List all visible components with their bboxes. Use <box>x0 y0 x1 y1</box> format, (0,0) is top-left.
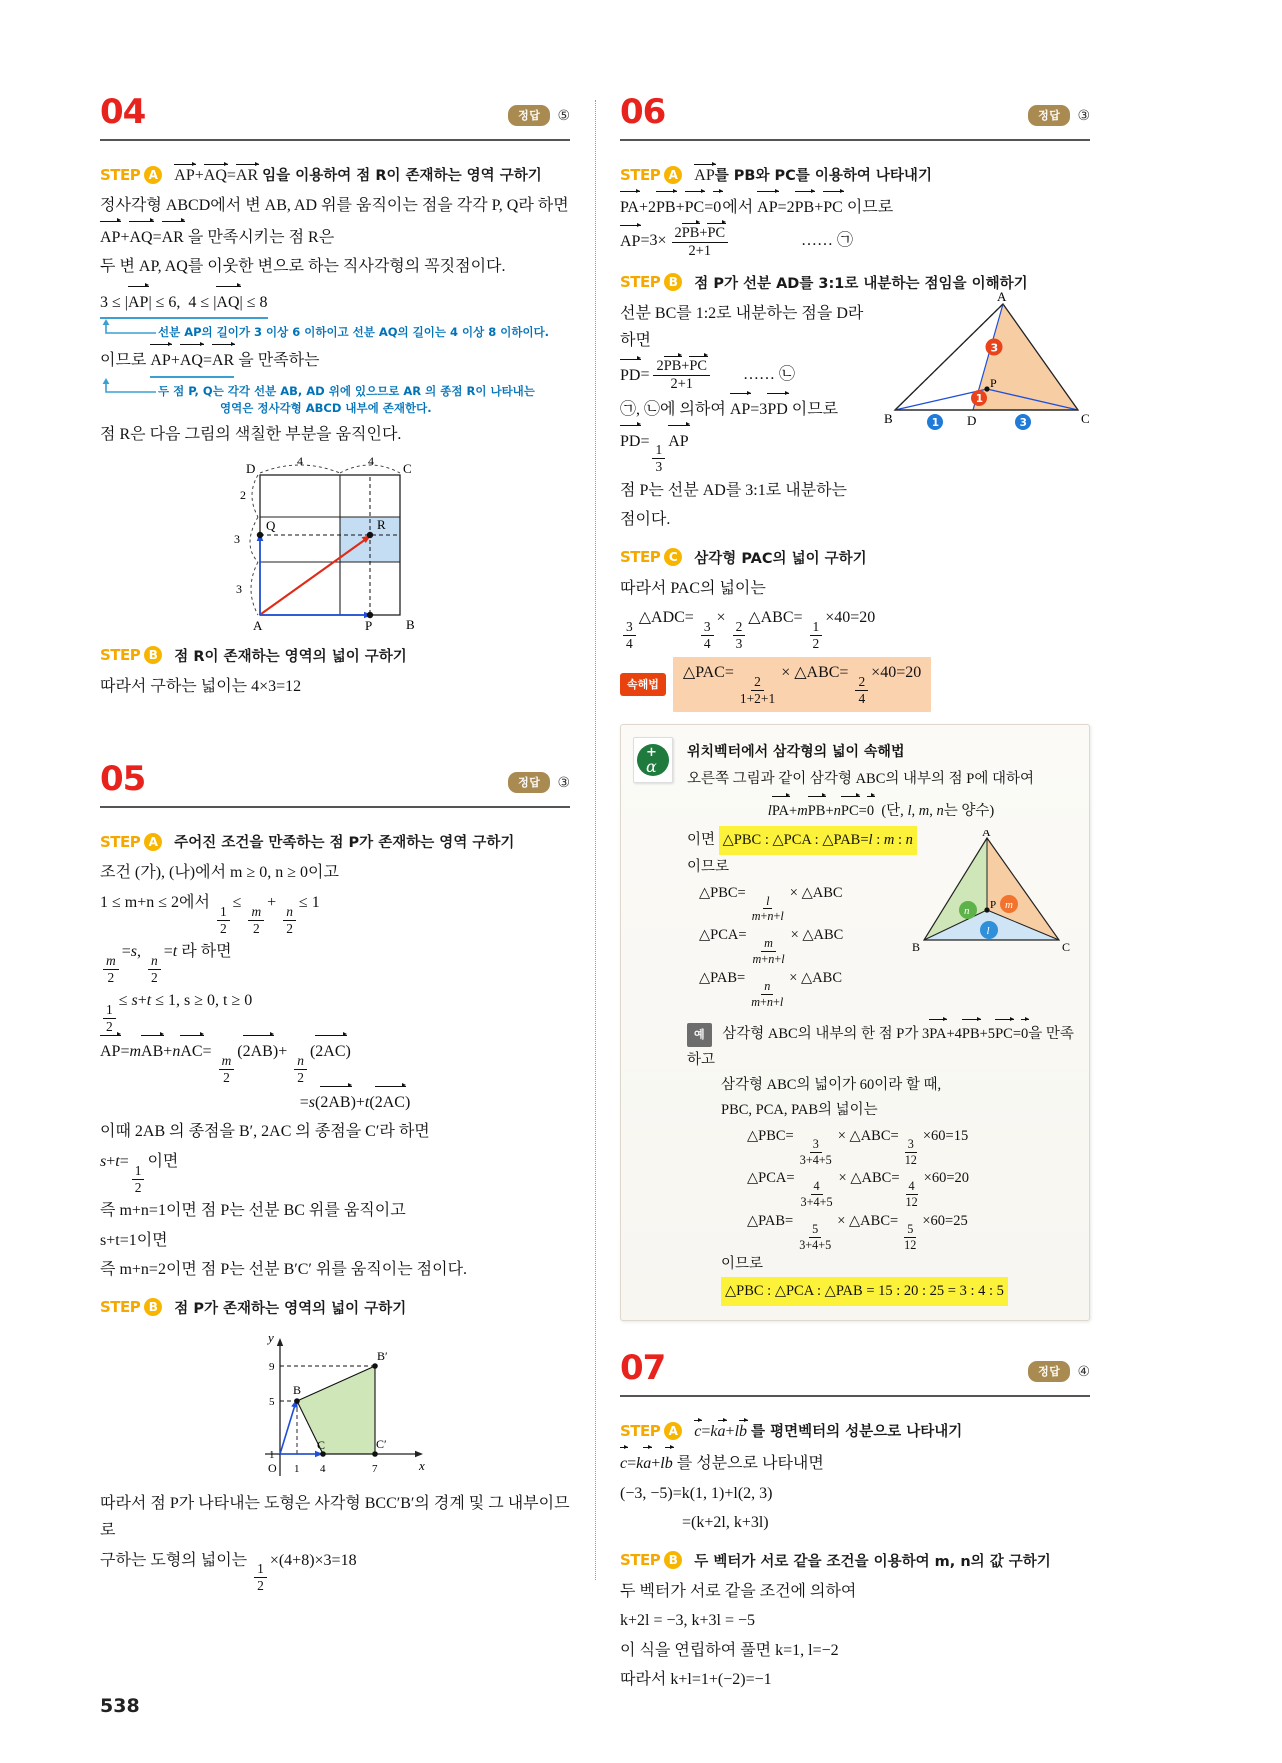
problem-number: 06 <box>620 92 666 132</box>
p05-line-6: s+t= $\frac{1}{2}$ 이면 <box>100 1152 179 1195</box>
svg-text:P: P <box>990 898 997 911</box>
step-title: AP+AQ=AR 임을 이용하여 점 R이 존재하는 영역 구하기 <box>174 167 542 184</box>
step-a-title-text: 임을 이용하여 점 R이 존재하는 영역 구하기 <box>262 168 542 184</box>
svg-text:y: y <box>268 1329 274 1345</box>
answer-group <box>508 772 570 793</box>
step-a <box>100 164 570 185</box>
problem-06-triangle-figure <box>883 292 1098 447</box>
svg-text:B: B <box>884 410 893 426</box>
svg-text:3: 3 <box>234 531 240 546</box>
answer-value: ④ <box>1077 1363 1090 1380</box>
header-rule <box>100 806 570 808</box>
svg-text:x: x <box>419 1457 425 1473</box>
p06-line-eq4: $\frac{3}{4}$ △ADC= $\frac{3}{4}$ × $\frac{2}{3}$ △ABC= $\frac{1}{2}$ ×40=20 <box>620 604 1090 651</box>
step-badge-a: A <box>144 166 162 184</box>
step-badge-b: B <box>664 1551 682 1569</box>
svg-text:3: 3 <box>236 581 242 596</box>
step-badge-a: A <box>664 1422 682 1440</box>
p05-line-2: 1 ≤ m+n ≤ 2에서 $\frac{1}{2}$ ≤ $\frac{m}{2}$ + $\frac{n}{2}$ ≤ 1 <box>100 893 320 936</box>
svg-text:C′: C′ <box>376 1436 387 1451</box>
p05-line-10: 따라서 점 P가 나타내는 도형은 사각형 BCC′B′의 경계 및 그 내부이므로 <box>100 1494 570 1540</box>
answer-label: 정답 <box>508 772 550 793</box>
plus-alpha-card <box>620 724 1090 1321</box>
problem-07-header <box>620 1348 1090 1407</box>
svg-text:4: 4 <box>297 456 303 468</box>
p06-line-3: ㉠, ㉡에 의하여 AP=3PD 이므로 <box>620 394 875 424</box>
step-a <box>620 1420 1090 1441</box>
p04-annotation-1-row <box>100 319 570 341</box>
problem-04 <box>100 92 570 700</box>
header-rule <box>620 139 1090 141</box>
svg-text:9: 9 <box>269 1360 275 1373</box>
p05-line-ap2: =s(2AB)+t(2AC) <box>140 1087 570 1117</box>
problem-number: 04 <box>100 92 146 132</box>
plus-alpha-badge-icon: + α <box>633 737 673 783</box>
step-badge-c: C <box>664 548 682 566</box>
card-line-3-head: 이면 <box>687 831 716 848</box>
svg-text:O: O <box>268 1460 277 1475</box>
step-word: STEP <box>620 1551 661 1570</box>
card-eq-pca: △PCA= $\frac{m}{m+n+l}$ × △ABC <box>699 927 844 966</box>
svg-text:A: A <box>997 291 1007 304</box>
svg-text:D: D <box>246 460 256 476</box>
step-word: STEP <box>100 646 141 665</box>
step-word: STEP <box>620 273 661 292</box>
svg-text:C: C <box>317 1437 326 1452</box>
card-ex-text-1: 삼각형 ABC의 내부의 한 점 P가 3PA+4PB+5PC=0을 만족하고 <box>687 1026 1074 1067</box>
card-line-2: lPA+mPB+nPC=0 (단, l, m, n는 양수) <box>687 797 1075 824</box>
answer-label: 정답 <box>508 105 550 126</box>
triangle-abc-diagram <box>883 292 1098 442</box>
svg-text:C: C <box>403 460 412 476</box>
answer-value: ③ <box>557 774 570 791</box>
annotation-hook-icon <box>100 319 158 341</box>
card-line-4: 이므로 <box>687 859 730 876</box>
step-c-title: 삼각형 PAC의 넓이 구하기 <box>694 550 867 567</box>
card-ex-highlight: △PBC : △PCA : △PAB = 15 : 20 : 25 = 3 : 4 : 5 <box>721 1277 1008 1306</box>
step-badge-b: B <box>144 1298 162 1316</box>
p06-ref-2: …… ㉡ <box>743 365 796 383</box>
step-badge-a: A <box>144 833 162 851</box>
p04-line-5: 점 R은 다음 그림의 색칠한 부분을 움직인다. <box>100 426 402 444</box>
step-word: STEP <box>620 1421 661 1440</box>
p04-annotation-2-row <box>100 378 570 418</box>
problem-04-figure <box>100 457 570 632</box>
problem-04-header <box>100 92 570 151</box>
card-ex-eq-pbc: △PBC= $\frac{3}{3+4+5}$ × △ABC= $\frac{3}{12}$ ×60=15 <box>747 1127 969 1167</box>
p05-line-4: $\frac{1}{2}$ ≤ s+t ≤ 1, s ≥ 0, t ≥ 0 <box>100 987 570 1034</box>
p05-line-11: 구하는 도형의 넓이는 $\frac{1}{2}$ ×(4+8)×3=18 <box>100 1551 357 1594</box>
step-a-title: c=ka+lb 를 평면벡터의 성분으로 나타내기 <box>694 1423 963 1441</box>
p05-line-11-head: 구하는 도형의 넓이는 <box>100 1551 248 1569</box>
card-ex-line-2: 삼각형 ABC의 넓이가 60이라 할 때, <box>721 1077 942 1094</box>
p07-line-1: c=ka+lb 를 성분으로 나타내면 <box>620 1448 1090 1478</box>
p06-speed-row <box>620 657 1090 712</box>
p06-line-4b: 점이다. <box>620 511 671 529</box>
problem-07 <box>620 1348 1090 1694</box>
step-badge-a: A <box>664 166 682 184</box>
svg-text:1: 1 <box>269 1448 275 1461</box>
p04-line-2: AP+AQ=AR 을 만족시키는 점 R은 <box>100 222 570 252</box>
p06-line-eq1: AP =3× $\frac{2PB+PC}{2+1}$ …… ㉠ <box>620 224 854 259</box>
p04-annotation-2a: 두 점 P, Q는 각각 선분 AB, AD 위에 있으므로 AR 의 종점 R이 나타내는 <box>158 383 535 398</box>
step-b-title: 점 P가 선분 AD를 3:1로 내분하는 점임을 이해하기 <box>694 275 1028 292</box>
step-word: STEP <box>100 832 141 851</box>
p05-line-9: 즉 m+n=2이면 점 P는 선분 B′C′ 위를 움직이는 점이다. <box>100 1261 468 1279</box>
svg-text:A: A <box>982 829 991 839</box>
svg-text:B′: B′ <box>377 1348 388 1363</box>
svg-text:B: B <box>912 939 921 954</box>
step-c <box>620 547 1090 568</box>
answer-label: 정답 <box>1028 105 1070 126</box>
p05-line-3: $\frac{m}{2}$ =s, $\frac{n}{2}$ =t 라 하면 <box>100 938 570 985</box>
answer-group <box>1028 105 1090 126</box>
answer-group <box>508 105 570 126</box>
step-a <box>620 164 1090 185</box>
p04-annotation-2b: 영역은 정사각형 ABCD 내부에 존재한다. <box>220 401 432 416</box>
step-b-title: 점 P가 존재하는 영역의 넓이 구하기 <box>174 1300 407 1317</box>
svg-text:D: D <box>967 412 977 428</box>
header-rule <box>620 1395 1090 1397</box>
p07-line-4: 두 벡터가 서로 같을 조건에 의하여 <box>620 1582 857 1600</box>
svg-text:P: P <box>990 375 997 390</box>
svg-text:3: 3 <box>990 341 999 355</box>
problem-05-figure <box>100 1326 570 1486</box>
triangle-pbc-pca-pab-diagram <box>899 830 1079 960</box>
svg-text:7: 7 <box>372 1462 378 1475</box>
svg-text:4: 4 <box>368 456 374 468</box>
card-eq-pbc: △PBC= $\frac{l}{m+n+l}$ × △ABC <box>699 884 843 924</box>
step-badge-b: B <box>144 646 162 664</box>
problem-06-header <box>620 92 1090 151</box>
coordinate-graph <box>235 1326 435 1486</box>
p04-inequality: 3 ≤ |AP| ≤ 6, 4 ≤ |AQ| ≤ 8 <box>100 287 570 320</box>
p06-ref-1: …… ㉠ <box>801 232 854 250</box>
problem-number: 05 <box>100 759 146 800</box>
svg-text:P: P <box>365 617 373 632</box>
column-divider <box>595 100 596 1580</box>
svg-text:m: m <box>1005 898 1013 911</box>
card-ex-eq-pab: △PAB= $\frac{5}{3+4+5}$ × △ABC= $\frac{5}{12}$ ×60=25 <box>747 1212 968 1252</box>
annotation-hook-icon <box>100 378 158 400</box>
step-b <box>620 272 1090 293</box>
p05-line-1: 조건 (가), (나)에서 m ≥ 0, n ≥ 0이고 <box>100 864 339 882</box>
p04-line-4-head: 이므로 <box>100 352 147 370</box>
svg-text:5: 5 <box>269 1395 275 1408</box>
step-b-title: 점 R이 존재하는 영역의 넓이 구하기 <box>174 648 407 665</box>
svg-text:B: B <box>293 1382 302 1397</box>
svg-text:R: R <box>377 516 386 532</box>
step-word: STEP <box>620 165 661 184</box>
p06-line-2: 선분 BC를 1:2로 내분하는 점을 D라 하면 <box>620 304 864 350</box>
p05-line-8: s+t=1이면 <box>100 1231 168 1249</box>
p07-line-1-text: 를 성분으로 나타내면 <box>676 1455 824 1473</box>
answer-value: ③ <box>1077 107 1090 124</box>
p05-line-7: 즉 m+n=1이면 점 P는 선분 BC 위를 움직이고 <box>100 1201 406 1219</box>
step-b <box>620 1550 1090 1571</box>
svg-text:Q: Q <box>266 517 276 533</box>
p06-line-1: PA+2PB+PC=0에서 AP=2PB+PC 이므로 <box>620 192 1090 222</box>
p04-line-4: 이므로 AP+AQ=AR 을 만족하는 <box>100 345 570 378</box>
card-ex-eq-pca: △PCA= $\frac{4}{3+4+5}$ × △ABC= $\frac{4}{12}$ ×60=20 <box>747 1170 970 1210</box>
p06-line-4a: 점 P는 선분 AD를 3:1로 내분하는 <box>620 481 848 499</box>
svg-text:4: 4 <box>320 1462 326 1475</box>
speed-method-tag: 속해법 <box>620 673 666 696</box>
card-line-3-highlight: △PBC : △PCA : △PAB=l : m : n <box>719 826 917 855</box>
left-column <box>100 92 570 1596</box>
card-ex-tail: 이므로 <box>721 1255 764 1272</box>
page-number: 538 <box>100 1695 140 1717</box>
svg-text:A: A <box>253 617 263 632</box>
p05-line-2-text: 1 ≤ m+n ≤ 2에서 <box>100 893 210 911</box>
step-word: STEP <box>620 548 661 567</box>
p07-line-5: k+2l = −3, k+3l = −5 <box>620 1612 756 1630</box>
svg-text:1: 1 <box>975 392 984 405</box>
p06-speed-formula: △PAC= $\frac{2}{1+2+1}$ × △ABC= $\frac{2}{4}$ ×40=20 <box>673 657 931 712</box>
problem-number: 07 <box>620 1348 666 1389</box>
svg-text:C: C <box>1081 410 1090 426</box>
p04-line-3: 두 변 AP, AQ를 이웃한 변으로 하는 직사각형의 꼭짓점이다. <box>100 258 506 276</box>
svg-text:B: B <box>406 616 415 632</box>
card-body <box>687 741 1075 1306</box>
step-a <box>100 831 570 852</box>
p05-line-3-text: 라 하면 <box>181 942 232 960</box>
step-a-title: AP를 PB와 PC를 이용하여 나타내기 <box>694 167 932 184</box>
svg-text:2: 2 <box>240 487 246 502</box>
card-line-1: 오른쪽 그림과 같이 삼각형 ABC의 내부의 점 P에 대하여 <box>687 771 1035 788</box>
p04-line-1: 정사각형 ABCD에서 변 AB, AD 위를 움직이는 점을 각각 P, Q라 하면 <box>100 197 569 214</box>
p07-line-3: =(k+2l, k+3l) <box>682 1514 769 1532</box>
example-tag: 예 <box>687 1023 712 1047</box>
step-b <box>100 645 570 666</box>
p04-annotation-1: 선분 AP의 길이가 3 이상 6 이하이고 선분 AQ의 길이는 4 이상 8 이하이다. <box>158 325 550 340</box>
svg-text:3: 3 <box>1019 416 1027 429</box>
card-eq-pab: △PAB= $\frac{n}{m+n+l}$ × △ABC <box>699 969 843 1009</box>
header-rule <box>100 139 570 141</box>
p04-line-6: 따라서 구하는 넓이는 4×3=12 <box>100 677 302 695</box>
p05-line-6-text: 이면 <box>147 1152 179 1170</box>
card-title: 위치벡터에서 삼각형의 넓이 속해법 <box>687 744 905 761</box>
answer-group <box>1028 1361 1090 1382</box>
p06-line-5: 따라서 PAC의 넓이는 <box>620 579 766 597</box>
svg-text:1: 1 <box>294 1462 300 1475</box>
p05-line-4-text: , s ≥ 0, t ≥ 0 <box>176 991 253 1009</box>
p06-line-eq2: PD = $\frac{2PB+PC}{2+1}$ …… ㉡ <box>620 357 796 392</box>
square-abcd-diagram <box>220 457 450 632</box>
answer-value: ⑤ <box>557 107 570 124</box>
p07-line-6: 이 식을 연립하여 풀면 k=1, l=−2 <box>620 1641 839 1659</box>
svg-text:n: n <box>964 904 970 917</box>
p07-line-2: (−3, −5)=k(1, 1)+l(2, 3) <box>620 1484 773 1502</box>
step-a-title-text: 를 PB와 PC를 이용하여 나타내기 <box>714 168 932 184</box>
svg-text:l: l <box>986 924 990 937</box>
problem-05-header <box>100 759 570 818</box>
p07-line-7: 따라서 k+l=1+(−2)=−1 <box>620 1671 772 1689</box>
card-example <box>687 1020 1075 1306</box>
step-badge-b: B <box>664 273 682 291</box>
p05-line-11-tail: ×(4+8)×3=18 <box>269 1551 357 1569</box>
step-word: STEP <box>100 165 141 184</box>
svg-text:C: C <box>1062 939 1071 954</box>
svg-text:1: 1 <box>931 416 940 429</box>
card-ex-line-3: PBC, PCA, PAB의 넓이는 <box>721 1102 878 1119</box>
card-ex-highlight-row <box>721 1277 1075 1306</box>
card-triangle-figure <box>899 830 1079 965</box>
step-word: STEP <box>100 1298 141 1317</box>
step-a-title: 주어진 조건을 만족하는 점 P가 존재하는 영역 구하기 <box>174 835 515 852</box>
p05-line-5: 이때 2AB 의 종점을 B′, 2AC 의 종점을 C′라 하면 <box>100 1123 430 1141</box>
step-b <box>100 1297 570 1318</box>
p04-line-2-tail: 을 만족시키는 점 R은 <box>187 228 335 246</box>
step-a-title-text: 를 평면벡터의 성분으로 나타내기 <box>751 1424 963 1441</box>
p05-line-ap: AP=mAB+nAC= $\frac{m}{2}$ (2AB)+ $\frac{n}{2}$ (2AC) <box>100 1036 570 1085</box>
p04-line-4-tail: 을 만족하는 <box>238 352 320 370</box>
right-column <box>620 92 1090 1696</box>
step-b-title: 두 벡터가 서로 같을 조건을 이용하여 m, n의 값 구하기 <box>694 1553 1051 1570</box>
p06-line-eq3: PD= $\frac{1}{3}$ AP <box>620 426 875 475</box>
answer-label: 정답 <box>1028 1361 1070 1382</box>
card-ex-line-1 <box>687 1020 1075 1073</box>
problem-05 <box>100 759 570 1594</box>
problem-06 <box>620 92 1090 1321</box>
